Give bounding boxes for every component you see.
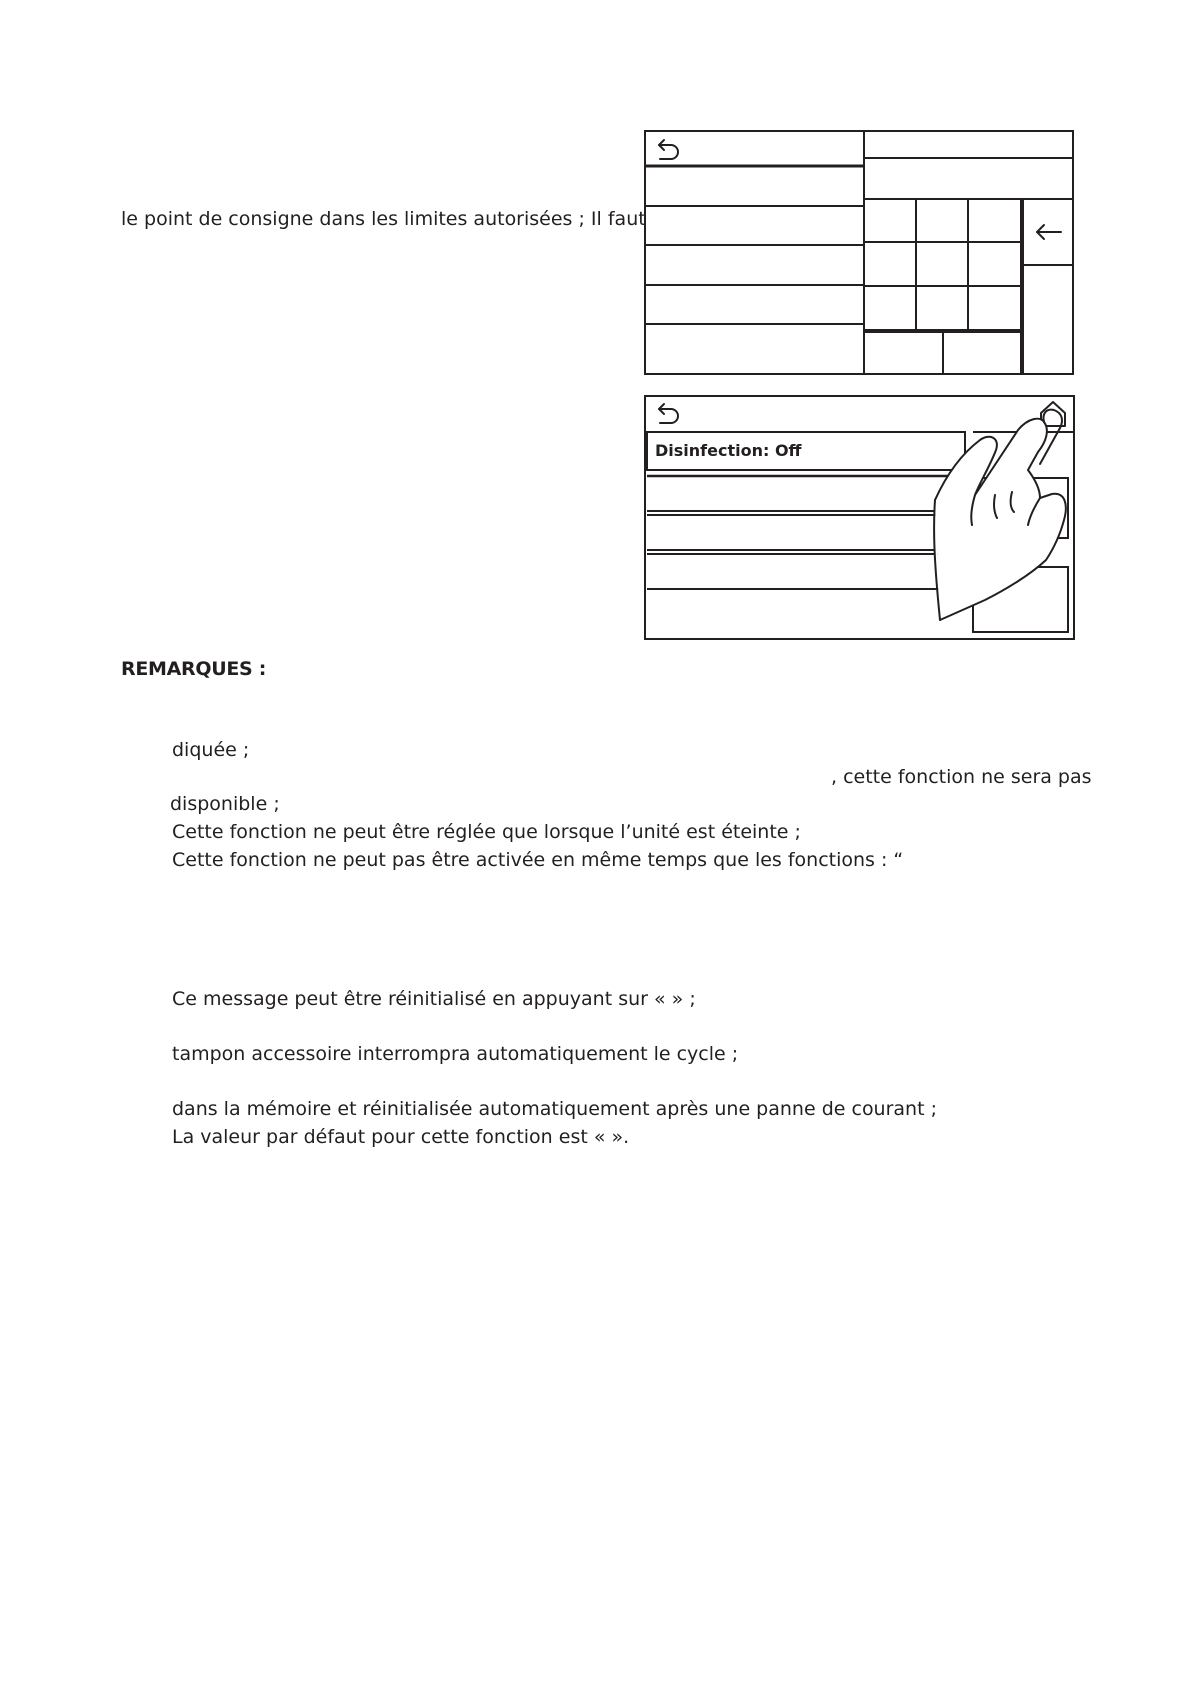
disinfection-status-label: Disinfection: Off: [655, 441, 802, 460]
keypad-screen-frame: [645, 131, 1073, 374]
remark-line: Cette fonction ne peut être réglée que lorsque l’unité est éteinte ;: [172, 821, 801, 843]
back-arrow-icon[interactable]: [659, 140, 678, 159]
keypad-key[interactable]: [968, 242, 1021, 286]
backspace-key[interactable]: [1023, 199, 1073, 265]
keypad-key[interactable]: [864, 332, 943, 374]
disinfection-screen-frame: [645, 396, 1074, 639]
remark-line: Ce message peut être réinitialisé en appuyant sur « » ;: [172, 988, 696, 1010]
remark-line: diquée ;: [172, 739, 250, 761]
back-arrow-icon[interactable]: [659, 404, 678, 423]
keypad-key[interactable]: [968, 286, 1021, 330]
keypad-key[interactable]: [943, 332, 1021, 374]
keypad-key[interactable]: [916, 199, 968, 242]
remark-line: La valeur par défaut pour cette fonction est « ».: [172, 1126, 630, 1148]
pointing-hand-icon: [934, 410, 1066, 620]
remark-line: tampon accessoire interrompra automatiquement le cycle ;: [172, 1043, 739, 1065]
keypad-key[interactable]: [864, 199, 916, 242]
remarks-heading: REMARQUES :: [121, 658, 267, 680]
side-button[interactable]: [973, 567, 1068, 632]
intro-text-line: le point de consigne dans les limites autorisées ; Il faut: [121, 208, 646, 230]
keypad-key[interactable]: [968, 199, 1021, 242]
home-icon[interactable]: [1041, 402, 1065, 426]
remark-line: dans la mémoire et réinitialisée automatiquement après une panne de courant ;: [172, 1098, 937, 1120]
remark-line: , cette fonction ne sera pas: [831, 766, 1092, 788]
side-button[interactable]: [973, 478, 1068, 538]
keypad-key[interactable]: [864, 242, 916, 286]
remark-line: Cette fonction ne peut pas être activée en même temps que les fonctions : “: [172, 849, 904, 871]
keypad-key[interactable]: [916, 242, 968, 286]
remark-line: disponible ;: [170, 793, 280, 815]
backspace-arrow-icon: [1037, 225, 1061, 239]
keypad-key[interactable]: [916, 286, 968, 330]
enter-key[interactable]: [1023, 265, 1073, 374]
keypad-key[interactable]: [864, 286, 916, 330]
